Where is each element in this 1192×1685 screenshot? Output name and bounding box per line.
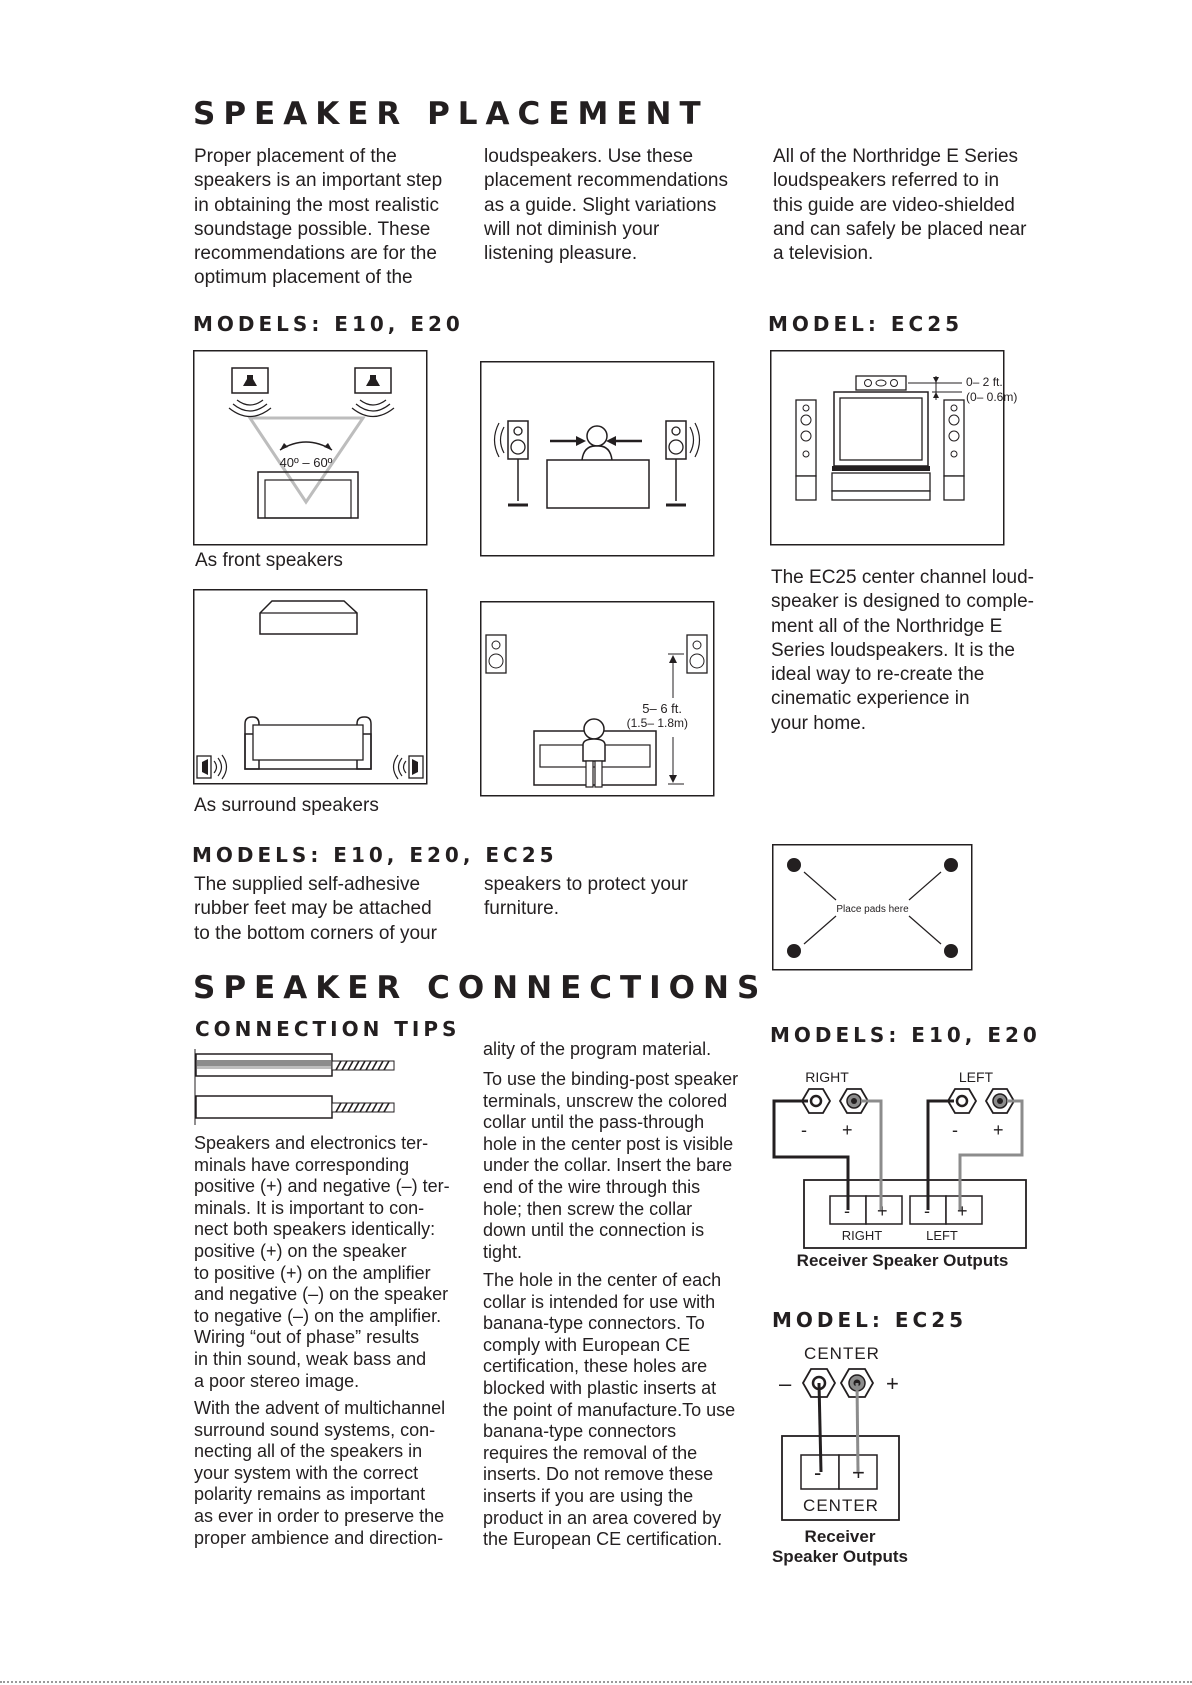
ec25-box-minus: -	[814, 1460, 822, 1485]
connections-col1-p2: With the advent of multichannel surround sound systems, con- necting all of the speakers in your system with the correct polarity remains as important as ever in order to preserve the proper ambience and direction-	[194, 1398, 446, 1548]
front-caption: As front speakers	[195, 550, 343, 571]
ec25-description: The EC25 center channel loud- speaker is designed to comple- ment all of the Northridge E Series loudspeakers. It is the ideal way to re-create the cinematic experience in your home.	[771, 567, 1034, 734]
surround-caption: As surround speakers	[194, 795, 379, 816]
receiver-left-minus: -	[924, 1201, 930, 1221]
receiver-left-label: LEFT	[926, 1228, 958, 1243]
wiring-plus-left: +	[993, 1120, 1004, 1140]
height-label-metric: (1.5– 1.8m)	[626, 716, 688, 730]
center-speaker	[856, 376, 906, 390]
wiring-left-label: LEFT	[958, 1069, 994, 1085]
surround-speakers-diagram	[193, 589, 428, 785]
models-e10-e20-heading: MODELS: E10, E20	[193, 312, 464, 336]
distance-label-metric: (0– 0.6m)	[966, 390, 1018, 404]
pad-dot-icon	[787, 944, 801, 958]
rubber-pads-diagram	[772, 844, 973, 971]
wiring-e10-e20-heading: MODELS: E10, E20	[770, 1023, 1041, 1047]
ec25-receiver-line2: Speaker Outputs	[771, 1547, 909, 1566]
ec25-minus: –	[779, 1371, 792, 1396]
connections-title: SPEAKER CONNECTIONS	[193, 970, 768, 1006]
speaker-icon	[486, 635, 506, 673]
angle-label: 40º – 60º	[279, 455, 333, 470]
wiring-e10-e20-diagram	[770, 1060, 1030, 1280]
speaker-icon	[687, 635, 707, 673]
center-label: CENTER	[804, 1344, 880, 1363]
ec25-receiver-label	[765, 1527, 915, 1567]
pad-dot-icon	[944, 944, 958, 958]
front-side-diagram	[480, 361, 715, 557]
wiring-plus-right: +	[842, 1120, 853, 1140]
wiring-right-label: RIGHT	[805, 1069, 849, 1085]
feet-heading: MODELS: E10, E20, EC25	[192, 843, 558, 867]
wiring-minus-left: -	[952, 1120, 958, 1140]
receiver-outputs-label: Receiver Speaker Outputs	[796, 1251, 1009, 1270]
receiver-center-label: CENTER	[803, 1496, 879, 1515]
connections-col1-p1: Speakers and electronics ter- minals have corresponding positive (+) and negative (–) ter- minals. It is important to con- nect both speakers identically: positive (+) on the speaker to positive (+) on the amplifier and negative (–) on the speaker to negative (–) on the amplifier. Wiring “out of phase” results in thin sound, weak bass and a poor stereo image.	[194, 1133, 450, 1391]
wiring-minus-right: -	[801, 1120, 807, 1140]
placement-col2: loudspeakers. Use these placement recommendations as a guide. Slight variations will not diminish your listening pleasure.	[484, 146, 728, 265]
receiver-left-plus: +	[957, 1201, 968, 1221]
distance-label: 0– 2 ft.	[966, 375, 1003, 389]
receiver-right-plus: +	[877, 1201, 888, 1221]
model-ec25-heading: MODEL: EC25	[768, 312, 964, 336]
placement-col1: Proper placement of the speakers is an important step in obtaining the most realistic soundstage possible. These recommendations are for the optimum placement of the	[194, 146, 443, 289]
ec25-box-plus: +	[852, 1460, 865, 1485]
height-label: 5– 6 ft.	[642, 701, 682, 716]
wiring-ec25-diagram	[775, 1340, 935, 1530]
ec25-receiver-line1: Receiver	[804, 1527, 876, 1546]
wire-icon	[196, 1054, 394, 1076]
bottom-rule	[0, 1681, 1192, 1683]
feet-col2: speakers to protect your furniture.	[484, 874, 688, 920]
wiring-ec25-heading: MODEL: EC25	[772, 1308, 968, 1332]
speaker-icon	[944, 400, 964, 500]
pads-label: Place pads here	[836, 904, 909, 915]
ec25-plus: +	[886, 1371, 899, 1396]
pad-dot-icon	[944, 858, 958, 872]
placement-col3: All of the Northridge E Series loudspeakers referred to in this guide are video-shielded and can safely be placed near a television.	[773, 146, 1027, 265]
wire-icon	[196, 1096, 394, 1118]
connections-col2-p2: The hole in the center of each collar is intended for use with banana-type connectors. To comply with European CE certification, these holes are blocked with plastic inserts at the point of manufacture.To use banana-type connectors requires the removal of the inserts. Do not remove these inserts if you are using the product in an area covered by the European CE certification.	[483, 1270, 736, 1550]
connections-col2-p0: ality of the program material.	[483, 1039, 712, 1059]
connections-col2-p1: To use the binding-post speaker terminals, unscrew the colored collar until the pass-through hole in the center post is visible under the collar. Insert the bare end of the wire through this hole; then screw the collar down until the connection is tight.	[483, 1069, 739, 1262]
speaker-icon	[796, 400, 816, 500]
feet-col1: The supplied self-adhesive rubber feet may be attached to the bottom corners of your	[194, 874, 437, 944]
wire-illustration	[193, 1047, 403, 1127]
connection-tips-heading: CONNECTION TIPS	[195, 1017, 461, 1041]
receiver-right-minus: -	[844, 1201, 850, 1221]
ec25-placement-diagram	[770, 350, 1018, 546]
receiver-right-label: RIGHT	[841, 1228, 883, 1243]
pad-dot-icon	[787, 858, 801, 872]
placement-title: SPEAKER PLACEMENT	[193, 96, 709, 132]
front-speakers-diagram	[193, 350, 428, 546]
surround-side-diagram	[480, 601, 715, 797]
